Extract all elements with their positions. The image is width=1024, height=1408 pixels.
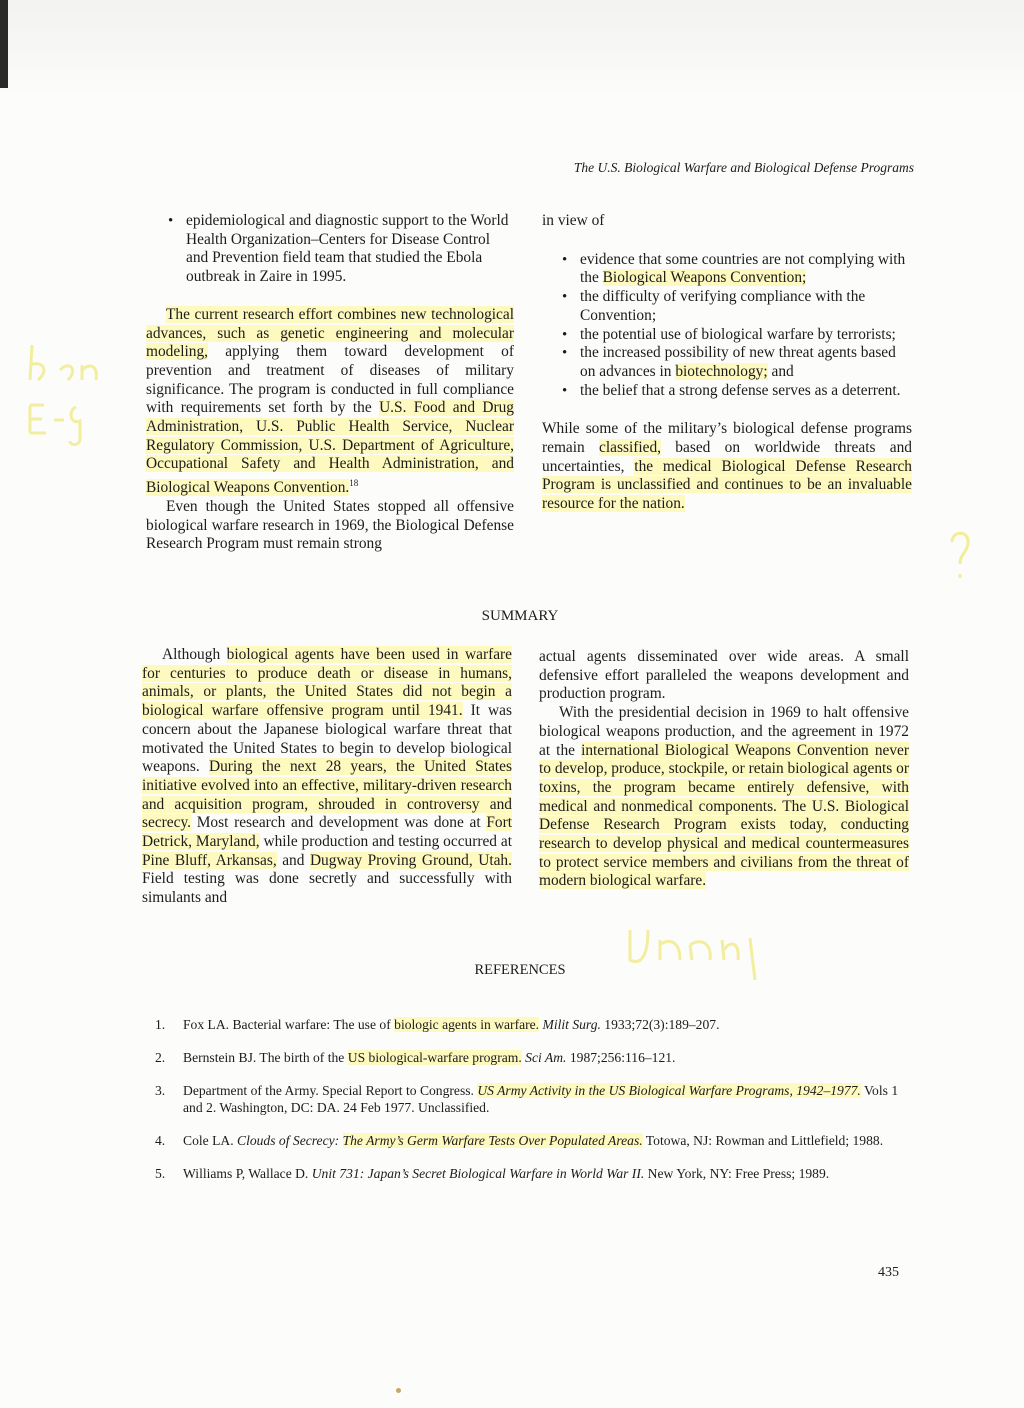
highlighted-text: US biological-warfare program. <box>347 1050 522 1065</box>
paragraph-text: With the presidential decision in 1969 to halt offensive biological weapons production, and the agreement in 1972 at the <box>539 704 909 759</box>
highlighted-text: The current research effort combines new technological advances, such as genetic engineering and molecular modeling, <box>146 305 514 361</box>
paragraph-text: Although <box>162 646 227 663</box>
highlighted-title: US Army Activity in the US Biological Warfare Programs, 1942–1977. <box>477 1083 861 1098</box>
paragraph: Even though the United States stopped all offensive biological warfare research in 1969, the Biological Defense Research Program must remain strong <box>146 497 514 553</box>
bullet-text: the potential use of biological warfare by terrorists; <box>580 325 896 343</box>
reference-item <box>155 1016 907 1033</box>
running-head: The U.S. Biological Warfare and Biological Defense Programs <box>573 160 914 175</box>
bullet-text: the belief that a strong defense serves as a deterrent. <box>580 381 901 399</box>
paragraph <box>146 306 514 498</box>
highlighted-text: the medical Biological Defense Research Program is unclassified and continues to be an invaluable resource for the nation. <box>542 457 912 513</box>
paragraph-text: and <box>276 851 310 869</box>
highlighted-text: Biological Weapons Convention; <box>602 269 807 287</box>
paragraph-text: It was concern about the Japanese biological warfare threat that motivated the United States to begin to develop biological weapons. <box>142 702 512 776</box>
bullet-text: the difficulty of verifying compliance with the Convention; <box>580 288 866 324</box>
paragraph-text: Field testing was done secretly and successfully with simulants and <box>142 870 512 907</box>
paragraph <box>142 646 512 908</box>
paragraph-text: While some of the military’s biological defense programs remain <box>542 420 912 457</box>
margin-scribble <box>20 325 110 465</box>
reference-text: 1933;72(3):189–207. <box>600 1017 720 1032</box>
intro-text: in view of <box>542 212 605 229</box>
page-number: 435 <box>878 1265 899 1280</box>
reference-text: Cole LA. <box>183 1133 237 1148</box>
reference-text: New York, NY: Free Press; 1989. <box>644 1166 830 1181</box>
footnote-ref: 18 <box>349 478 359 489</box>
highlighted-text: biologic agents in warfare. <box>394 1017 540 1032</box>
highlighted-text: Fort Detrick, Maryland, <box>142 814 512 851</box>
list-item <box>168 212 514 287</box>
highlighted-text: U.S. Food and Drug Administration, U.S. Public Health Service, Nuclear Regulatory Commission, U.S. Department of Agriculture, Occupational Safety and Health Administration, and Biological Weapons Convention. <box>146 399 514 497</box>
reference-text: Bernstein BJ. The birth of the <box>183 1050 348 1065</box>
summary-heading: SUMMARY <box>481 608 559 624</box>
bullet-text: and <box>767 362 794 380</box>
highlighted-text: biotechnology; <box>675 362 768 380</box>
reference-number: 1. <box>155 1017 166 1032</box>
highlighted-text: biological agents have been used in warfare for centuries to produce death or disease in humans, animals, or plants, the United States did not begin a biological warfare offensive program until 1941. <box>142 646 512 720</box>
scan-speck <box>396 1388 401 1393</box>
reference-text: Fox LA. Bacterial warfare: The use of <box>183 1017 395 1032</box>
book-title: Unit 731: Japan’s Secret Biological Warfare in World War II. <box>311 1166 645 1181</box>
right-column-top <box>542 212 912 514</box>
margin-scribble <box>600 910 780 990</box>
highlighted-text: international Biological Weapons Convention never to develop, produce, stockpile, or retain biological agents or toxins, the program became entirely defensive, with medical and nonmedical components. The U.S. Biological Defense Research Program exists today, conducting research to develop physical and medical countermeasures to protect service members and civilians from the threat of modern biological warfare. <box>539 741 909 890</box>
summary-right-column <box>539 648 909 891</box>
book-title: Clouds of Secrecy: <box>237 1133 343 1148</box>
paragraph: actual agents disseminated over wide areas. A small defensive effort paralleled the weapons development and production program. <box>539 648 909 703</box>
reference-text: Department of the Army. Special Report to Congress. <box>183 1083 478 1098</box>
list-item <box>562 288 912 325</box>
reference-text: Williams P, Wallace D. <box>183 1166 312 1181</box>
scan-edge-bar <box>0 0 8 88</box>
paragraph <box>542 420 912 514</box>
reference-text: Vols 1 and 2. Washington, DC: DA. 24 Feb 1977. Unclassified. <box>183 1083 899 1115</box>
list-item <box>562 382 912 401</box>
highlighted-title: The Army’s Germ Warfare Tests Over Populated Areas. <box>342 1133 643 1148</box>
reference-item <box>155 1049 907 1066</box>
reference-number: 2. <box>155 1050 166 1065</box>
paragraph-text: based on worldwide threats and uncertainties, <box>542 439 912 475</box>
paragraph-text: while production and testing occurred at <box>259 833 512 851</box>
left-column-top <box>146 212 514 554</box>
reference-text: Totowa, NJ: Rowman and Littlefield; 1988. <box>642 1133 884 1148</box>
highlighted-text: Dugway Proving Ground, Utah. <box>309 851 512 869</box>
paragraph-text: Most research and development was done at <box>190 814 487 832</box>
list-item <box>562 344 912 381</box>
reference-item <box>155 1132 907 1149</box>
highlighted-text: During the next 28 years, the United States initiative evolved into an effective, military-driven research and acquisition program, shrouded in controversy and secrecy. <box>142 758 512 832</box>
paragraph-text: applying them toward development of prevention and treatment of diseases of military significance. The program is conducted in full compliance with requirements set forth by the <box>146 343 514 417</box>
journal-title: Sci Am. <box>525 1050 567 1065</box>
scan-top-shade <box>0 0 1024 90</box>
bullet-text: the increased possibility of new threat agents based on advances in <box>580 344 896 380</box>
references-heading: REFERENCES <box>474 962 566 978</box>
journal-title: Milit Surg. <box>542 1017 601 1032</box>
reference-number: 4. <box>155 1133 166 1148</box>
list-item <box>562 326 912 345</box>
margin-question-mark <box>946 528 976 588</box>
bullet-text: epidemiological and diagnostic support to the World Health Organization–Centers for Disease Control and Prevention field team that studied the Ebola outbreak in Zaire in 1995. <box>186 212 509 286</box>
reference-item <box>155 1165 907 1182</box>
reference-number: 3. <box>155 1083 166 1098</box>
highlighted-text: Pine Bluff, Arkansas, <box>142 851 277 869</box>
summary-left-column <box>142 646 512 908</box>
bullet-text: evidence that some countries are not complying with the <box>580 250 906 287</box>
reference-item <box>155 1082 907 1116</box>
list-item <box>562 251 912 288</box>
reference-number: 5. <box>155 1166 166 1181</box>
paragraph <box>539 704 909 891</box>
reference-list <box>155 1016 907 1198</box>
highlighted-text: classified, <box>599 439 661 457</box>
reference-text: 1987;256:116–121. <box>566 1050 676 1065</box>
bullet-list <box>562 251 912 401</box>
